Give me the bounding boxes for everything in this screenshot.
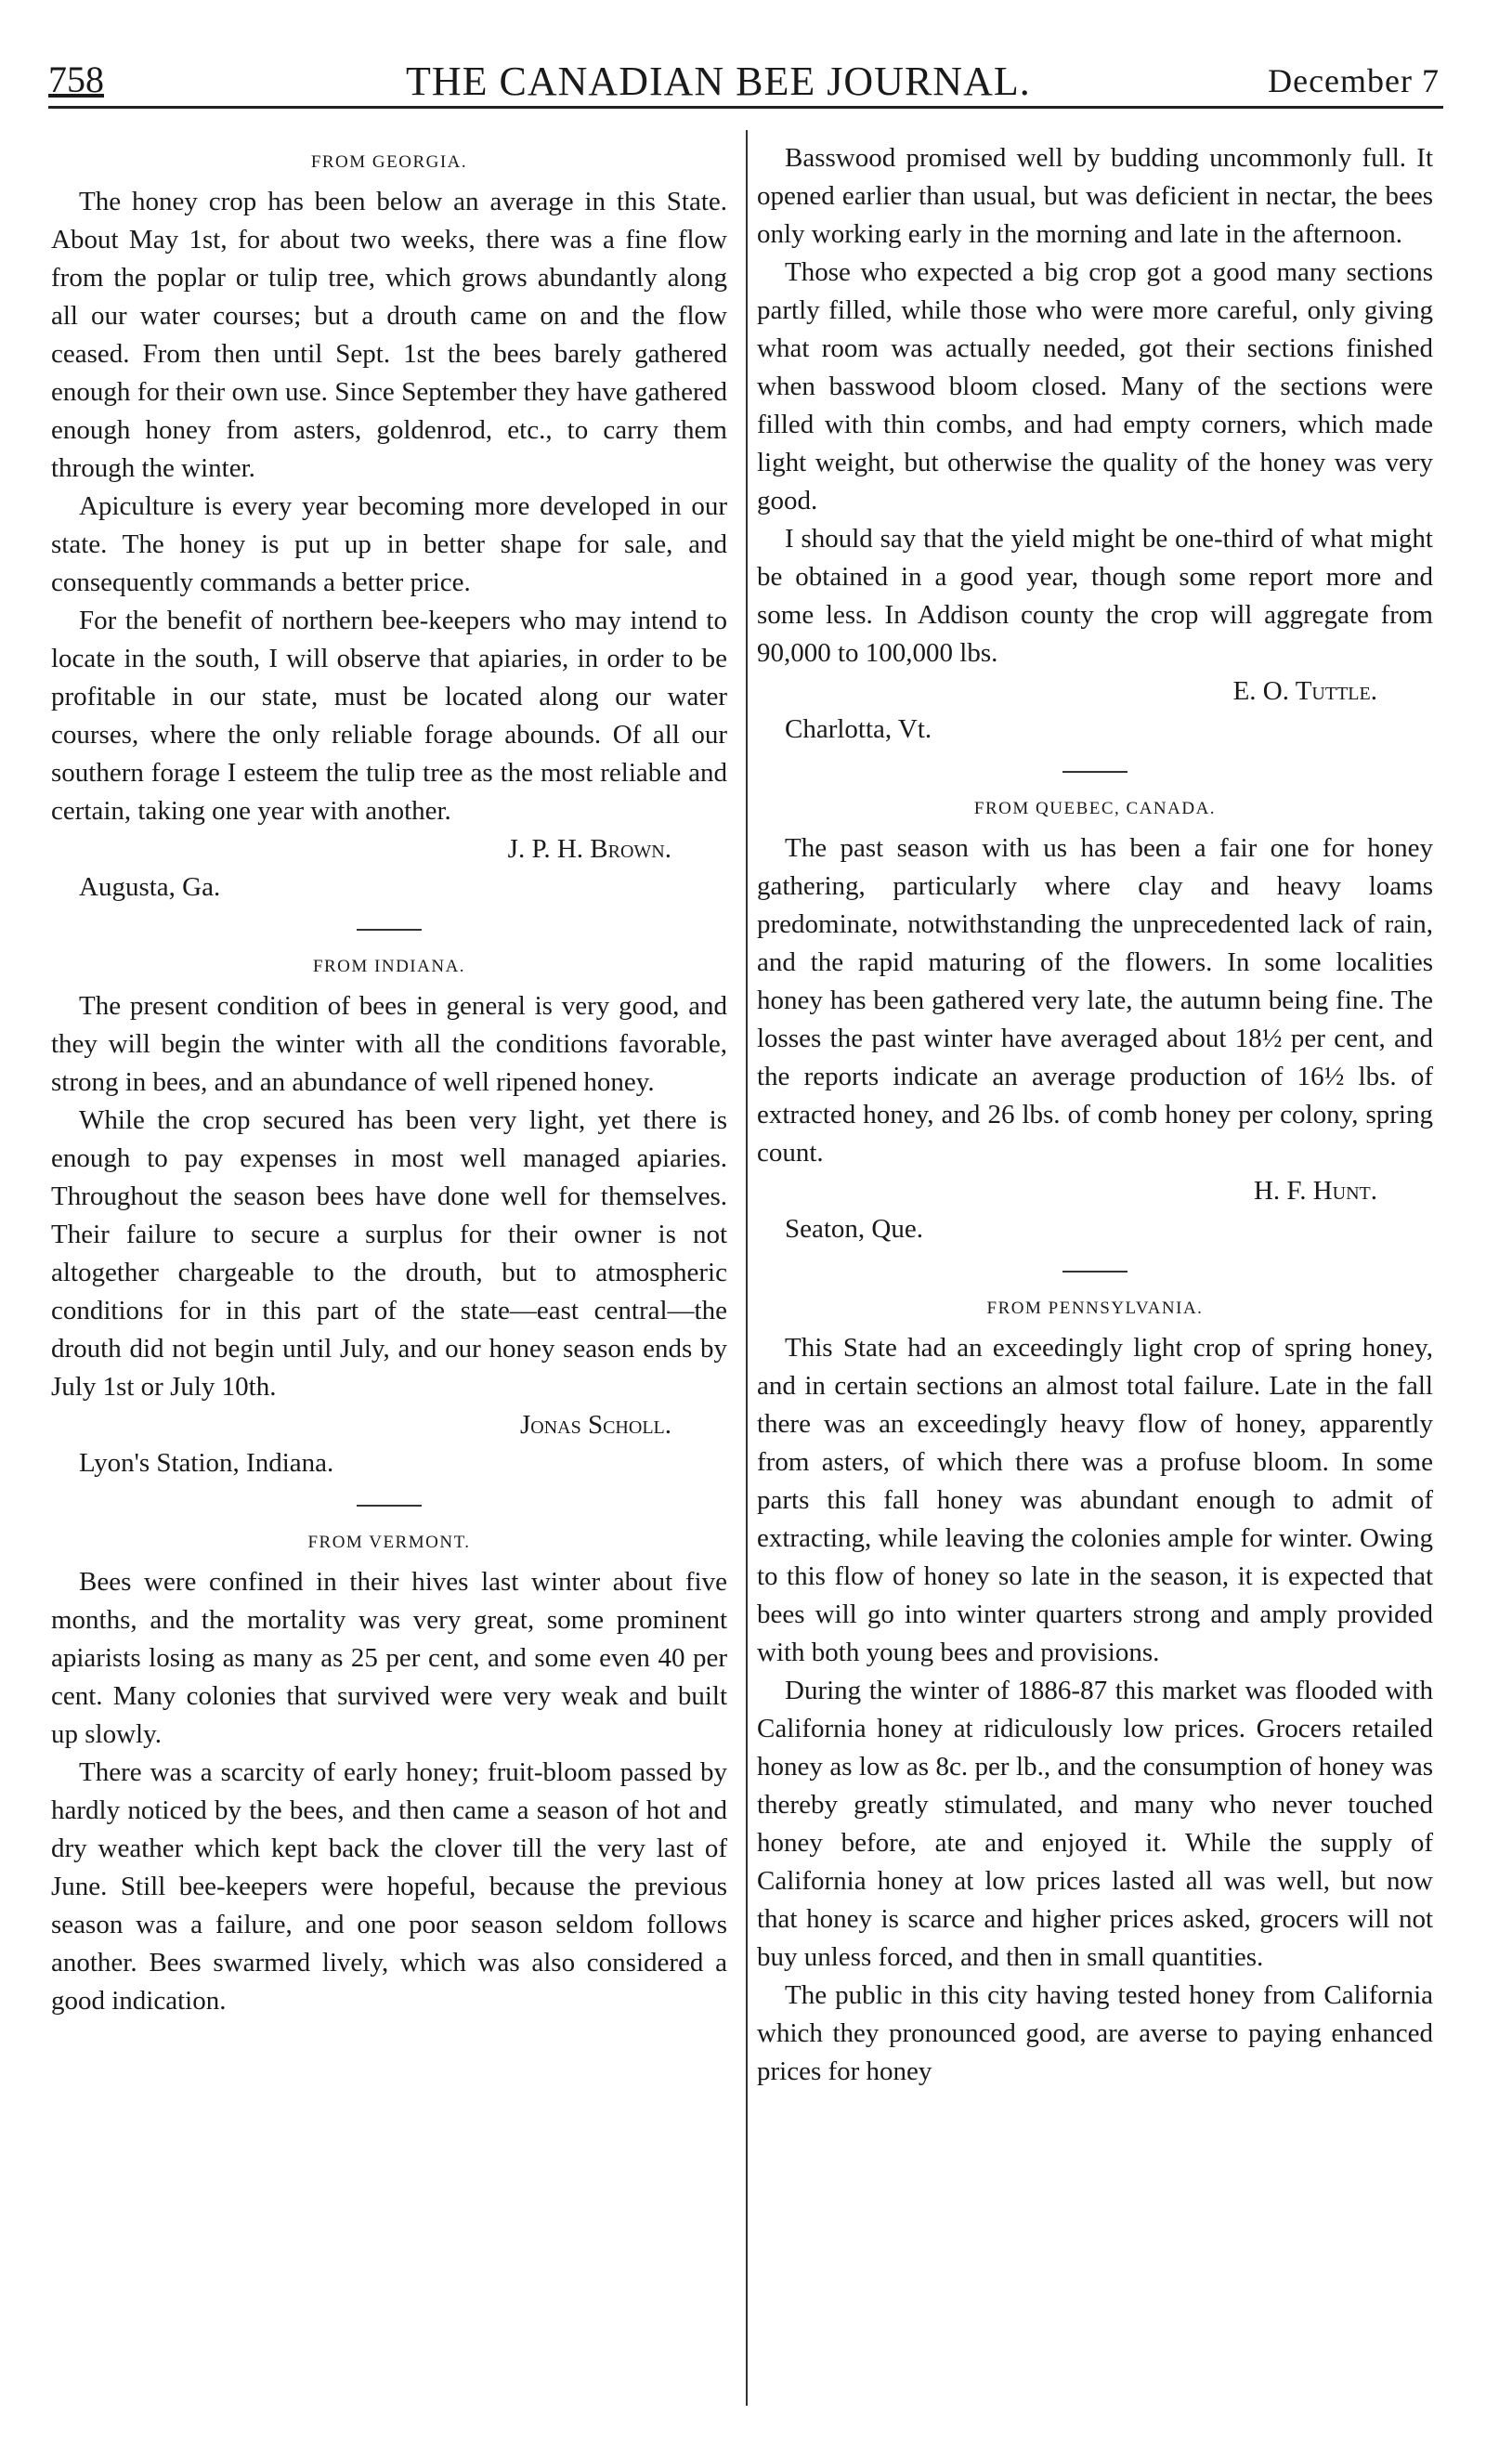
signature: J. P. H. Brown. (507, 834, 671, 864)
location: Charlotta, Vt. (785, 714, 932, 744)
section-heading-quebec: FROM QUEBEC, CANADA. (973, 799, 1217, 818)
issue-date: December 7 (1268, 62, 1440, 99)
paragraph: While the crop secured has been very light, yet there is enough to pay expenses in most well managed apiaries. Throughout the season bees have done well for themselves. Their failure to secure a surplus for their owner is not altogether chargeable to the drouth, but to atmospheric conditions for in this part of the state—east central—the drouth did not begin until July, and our honey season ends by July 1st or July 10th. (51, 1105, 727, 1402)
signature: H. F. Hunt. (1253, 1176, 1377, 1206)
section-divider (1062, 1271, 1127, 1273)
location: Lyon's Station, Indiana. (79, 1448, 334, 1478)
paragraph: Apiculture is every year becoming more developed in our state. The honey is put up in better shape for sale, and consequently commands a better price. (51, 491, 727, 597)
paragraph: Those who expected a big crop got a good many sections partly filled, while those who were more careful, only giving what room was actually needed, got their sections finished when basswood bloom closed. Many of the sections were filled with thin combs, and had empty corners, which made light weight, but otherwise the quality of the honey was very good. (757, 257, 1433, 516)
column-divider (746, 130, 748, 2406)
section-divider (1062, 771, 1127, 773)
signature: E. O. Tuttle. (1232, 676, 1377, 706)
location: Seaton, Que. (785, 1214, 923, 1244)
section-heading-vermont: FROM VERMONT. (307, 1533, 471, 1552)
paragraph: Bees were confined in their hives last winter about five months, and the mortality was very great, some prominent apiarists losing as many as 25 per cent, and some even 40 per cent. Many colonies that survived were very weak and built up slowly. (51, 1567, 727, 1749)
page-header (48, 58, 1441, 111)
location: Augusta, Ga. (79, 872, 221, 902)
paragraph: There was a scarcity of early honey; fruit-bloom passed by hardly noticed by the bees, and then came a season of hot and dry weather which kept back the clover till the very last of June. Still bee-keepers were hopeful, because the previous season was a failure, and one poor season seldom follows another. Bees swarmed lively, which was also considered a good indication. (51, 1757, 727, 2016)
paragraph: During the winter of 1886-87 this market was flooded with California honey at ridiculously low prices. Grocers retailed honey as low as 8c. per lb., and the consumption of honey was thereby greatly stimulated, and many who never touched honey before, ate and enjoyed it. While the supply of California honey at low prices lasted all was well, but now that honey is scarce and higher prices asked, grocers will not buy unless forced, and then in small quantities. (757, 1676, 1433, 1972)
header-rule (48, 106, 1443, 109)
paragraph: The past season with us has been a fair one for honey gathering, particularly where clay and heavy loams predominate, notwithstanding the unprecedented lack of rain, and the rapid maturing of the flowers. In some localities honey has been gathered very late, the autumn being fine. The losses the past winter have averaged about 18½ per cent, and the reports indicate an average production of 16½ lbs. of extracted honey, and 26 lbs. of comb honey per colony, spring count. (757, 833, 1433, 1168)
journal-title: THE CANADIAN BEE JOURNAL. (406, 59, 1031, 104)
section-divider (357, 1505, 422, 1507)
right-column (757, 139, 1433, 2091)
section-heading-georgia: FROM GEORGIA. (310, 152, 468, 172)
paragraph: The present condition of bees in general is very good, and they will begin the winter with all the conditions favorable, strong in bees, and an abundance of well ripened honey. (51, 991, 727, 1097)
left-column (51, 139, 727, 2020)
signature: Jonas Scholl. (519, 1410, 671, 1440)
paragraph: The honey crop has been below an average in this State. About May 1st, for about two weeks, there was a fine flow from the poplar or tulip tree, which grows abundantly along all our water courses; but a drouth came on and the flow ceased. From then until Sept. 1st the bees barely gathered enough for their own use. Since September they have gathered enough honey from asters, goldenrod, etc., to carry them through the winter. (51, 187, 727, 483)
paragraph: Basswood promised well by budding uncommonly full. It opened earlier than usual, but was deficient in nectar, the bees only working early in the morning and late in the afternoon. (757, 143, 1433, 249)
paragraph: I should say that the yield might be one-third of what might be obtained in a good year, though some report more and some less. In Addison county the crop will aggregate from 90,000 to 100,000 lbs. (757, 524, 1433, 668)
page-number: 758 (48, 59, 104, 100)
section-divider (357, 929, 422, 931)
section-heading-indiana: FROM INDIANA. (312, 957, 466, 976)
paragraph: This State had an exceedingly light crop of spring honey, and in certain sections an almost total failure. Late in the fall there was an exceedingly heavy flow of honey, apparently from asters, of which there was a profuse bloom. In some parts this fall honey was abundant enough to admit of extracting, while leaving the colonies ample for winter. Owing to this flow of honey so late in the season, it is expected that bees will go into winter quarters strong and amply provided with both young bees and provisions. (757, 1333, 1433, 1667)
section-heading-pennsylvania: FROM PENNSYLVANIA. (986, 1299, 1204, 1318)
paragraph: For the benefit of northern bee-keepers who may intend to locate in the south, I will observe that apiaries, in order to be profitable in our state, must be located along our water courses, where the only reliable forage abounds. Of all our southern forage I esteem the tulip tree as the most reliable and certain, taking one year with another. (51, 606, 727, 826)
paragraph: The public in this city having tested honey from California which they pronounced good, are averse to paying enhanced prices for honey (757, 1980, 1433, 2086)
